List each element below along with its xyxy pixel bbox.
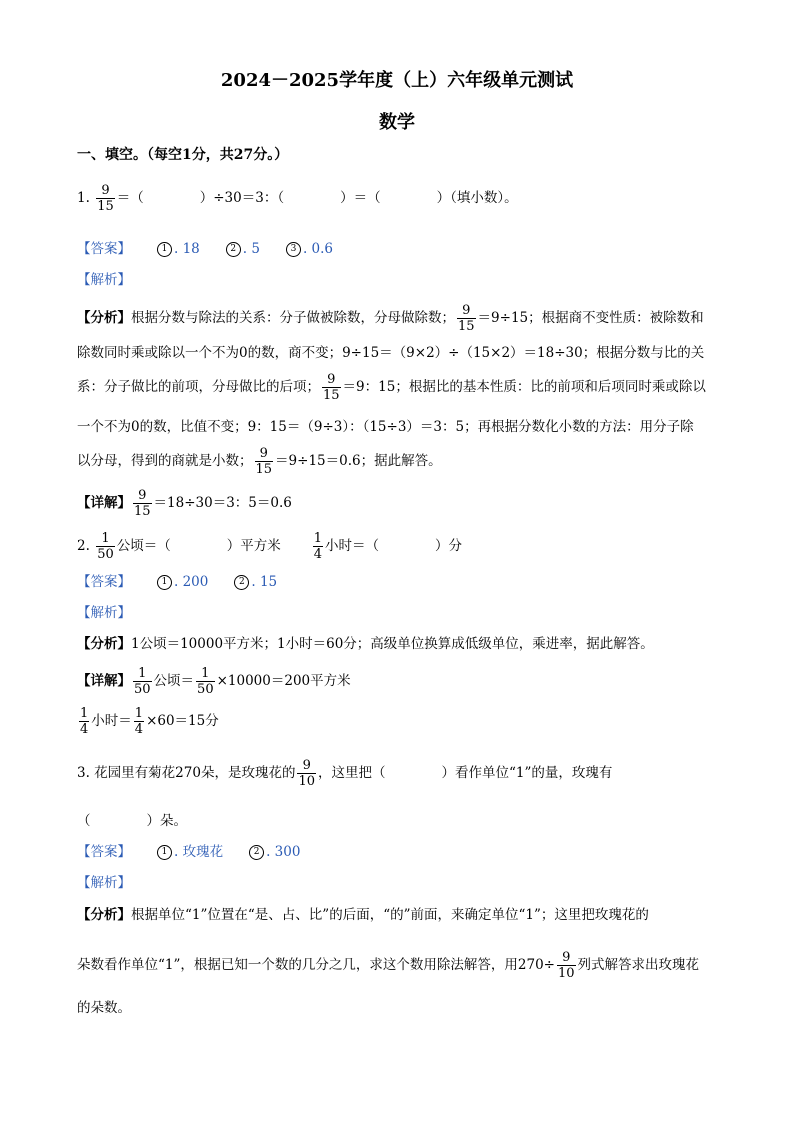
q1-analysis-line4: 一个不为0的数，比值不变；9：15＝（9÷3）：（15÷3）＝3：5；再根据分数化小数的方法：用分子除 xyxy=(77,419,694,435)
q2-stem: 2. $\frac{1}{50}$ 公顷＝（ ）平方米 $\frac{1}{4}$ 小时＝（ ）分 xyxy=(77,531,463,562)
q2-analysis: 【分析】1公顷＝10000平方米；1小时＝60分；高级单位换算成低级单位，乘进率，据此解答。 xyxy=(77,636,654,652)
q3-stem-line2: （ ）朵。 xyxy=(77,813,187,829)
q3-analysis: 【分析】根据单位“1”位置在“是、占、比”的后面，“的”前面，来确定单位“1”；这里把玫瑰花的 xyxy=(77,907,649,923)
q1-analysis-line2: 除数同时乘或除以一个不为0的数，商不变；9÷15＝（9×2）÷（15×2）＝18÷30；根据分数与比的关 xyxy=(77,345,705,361)
q1-analysis-line5: 以分母，得到的商就是小数； $\frac{9}{15}$ ＝9÷15＝0.6；据此解答。 xyxy=(77,446,442,477)
q1-answer: 【答案】 1 . 18 2 . 5 3 . 0.6 xyxy=(77,241,333,257)
q3-stem: 3. 花园里有菊花270朵，是玫瑰花的 $\frac{9}{10}$ ，这里把（ ）看作单位“1”的量，玫瑰有 xyxy=(77,758,613,789)
doc-subject: 数学 xyxy=(379,112,415,133)
q2-detail-2: $\frac{1}{4}$ 小时＝ $\frac{1}{4}$ ×60＝15分 xyxy=(80,706,219,737)
q1-fraction: $\frac{9}{15}$ xyxy=(97,183,114,214)
q1-detail: 【详解】 $\frac{9}{15}$ ＝18÷30＝3：5＝0.6 xyxy=(77,488,292,519)
doc-title: 2024－2025学年度（上）六年级单元测试 xyxy=(220,70,574,91)
q2-analysis-heading: 【解析】 xyxy=(77,605,131,621)
q1-analysis-line3: 系：分子做比的前项，分母做比的后项； $\frac{9}{15}$ ＝9：15；根据比的基本性质：比的前项和后项同时乘或除以 xyxy=(77,372,706,403)
q1-stem: 1. $\frac{9}{15}$ ＝（ ）÷30＝3：（ ）＝（ ）（填小数）。 xyxy=(77,183,518,214)
q3-analysis-line2: 朵数看作单位“1”，根据已知一个数的几分之几，求这个数用除法解答，用270÷ $\frac{9}{10}$ 列式解答求出玫瑰花 xyxy=(77,950,700,981)
q2-answer: 【答案】 1 . 200 2 . 15 xyxy=(77,574,278,590)
section-heading: 一、填空。（每空1分，共27分。） xyxy=(77,147,289,163)
q2-detail-1: 【详解】 $\frac{1}{50}$ 公顷＝ $\frac{1}{50}$ ×10000＝200平方米 xyxy=(77,666,351,697)
q1-analysis-heading: 【解析】 xyxy=(77,272,131,288)
q3-analysis-heading: 【解析】 xyxy=(77,875,131,891)
q3-answer: 【答案】 1 . 玫瑰花 2 . 300 xyxy=(77,844,301,860)
q1-analysis: 【分析】根据分数与除法的关系：分子做被除数，分母做除数； $\frac{9}{15}$ ＝9÷15；根据商不变性质：被除数和 xyxy=(77,303,704,334)
q1-number: 1. xyxy=(77,190,90,206)
q3-analysis-line3: 的朵数。 xyxy=(77,1000,131,1016)
